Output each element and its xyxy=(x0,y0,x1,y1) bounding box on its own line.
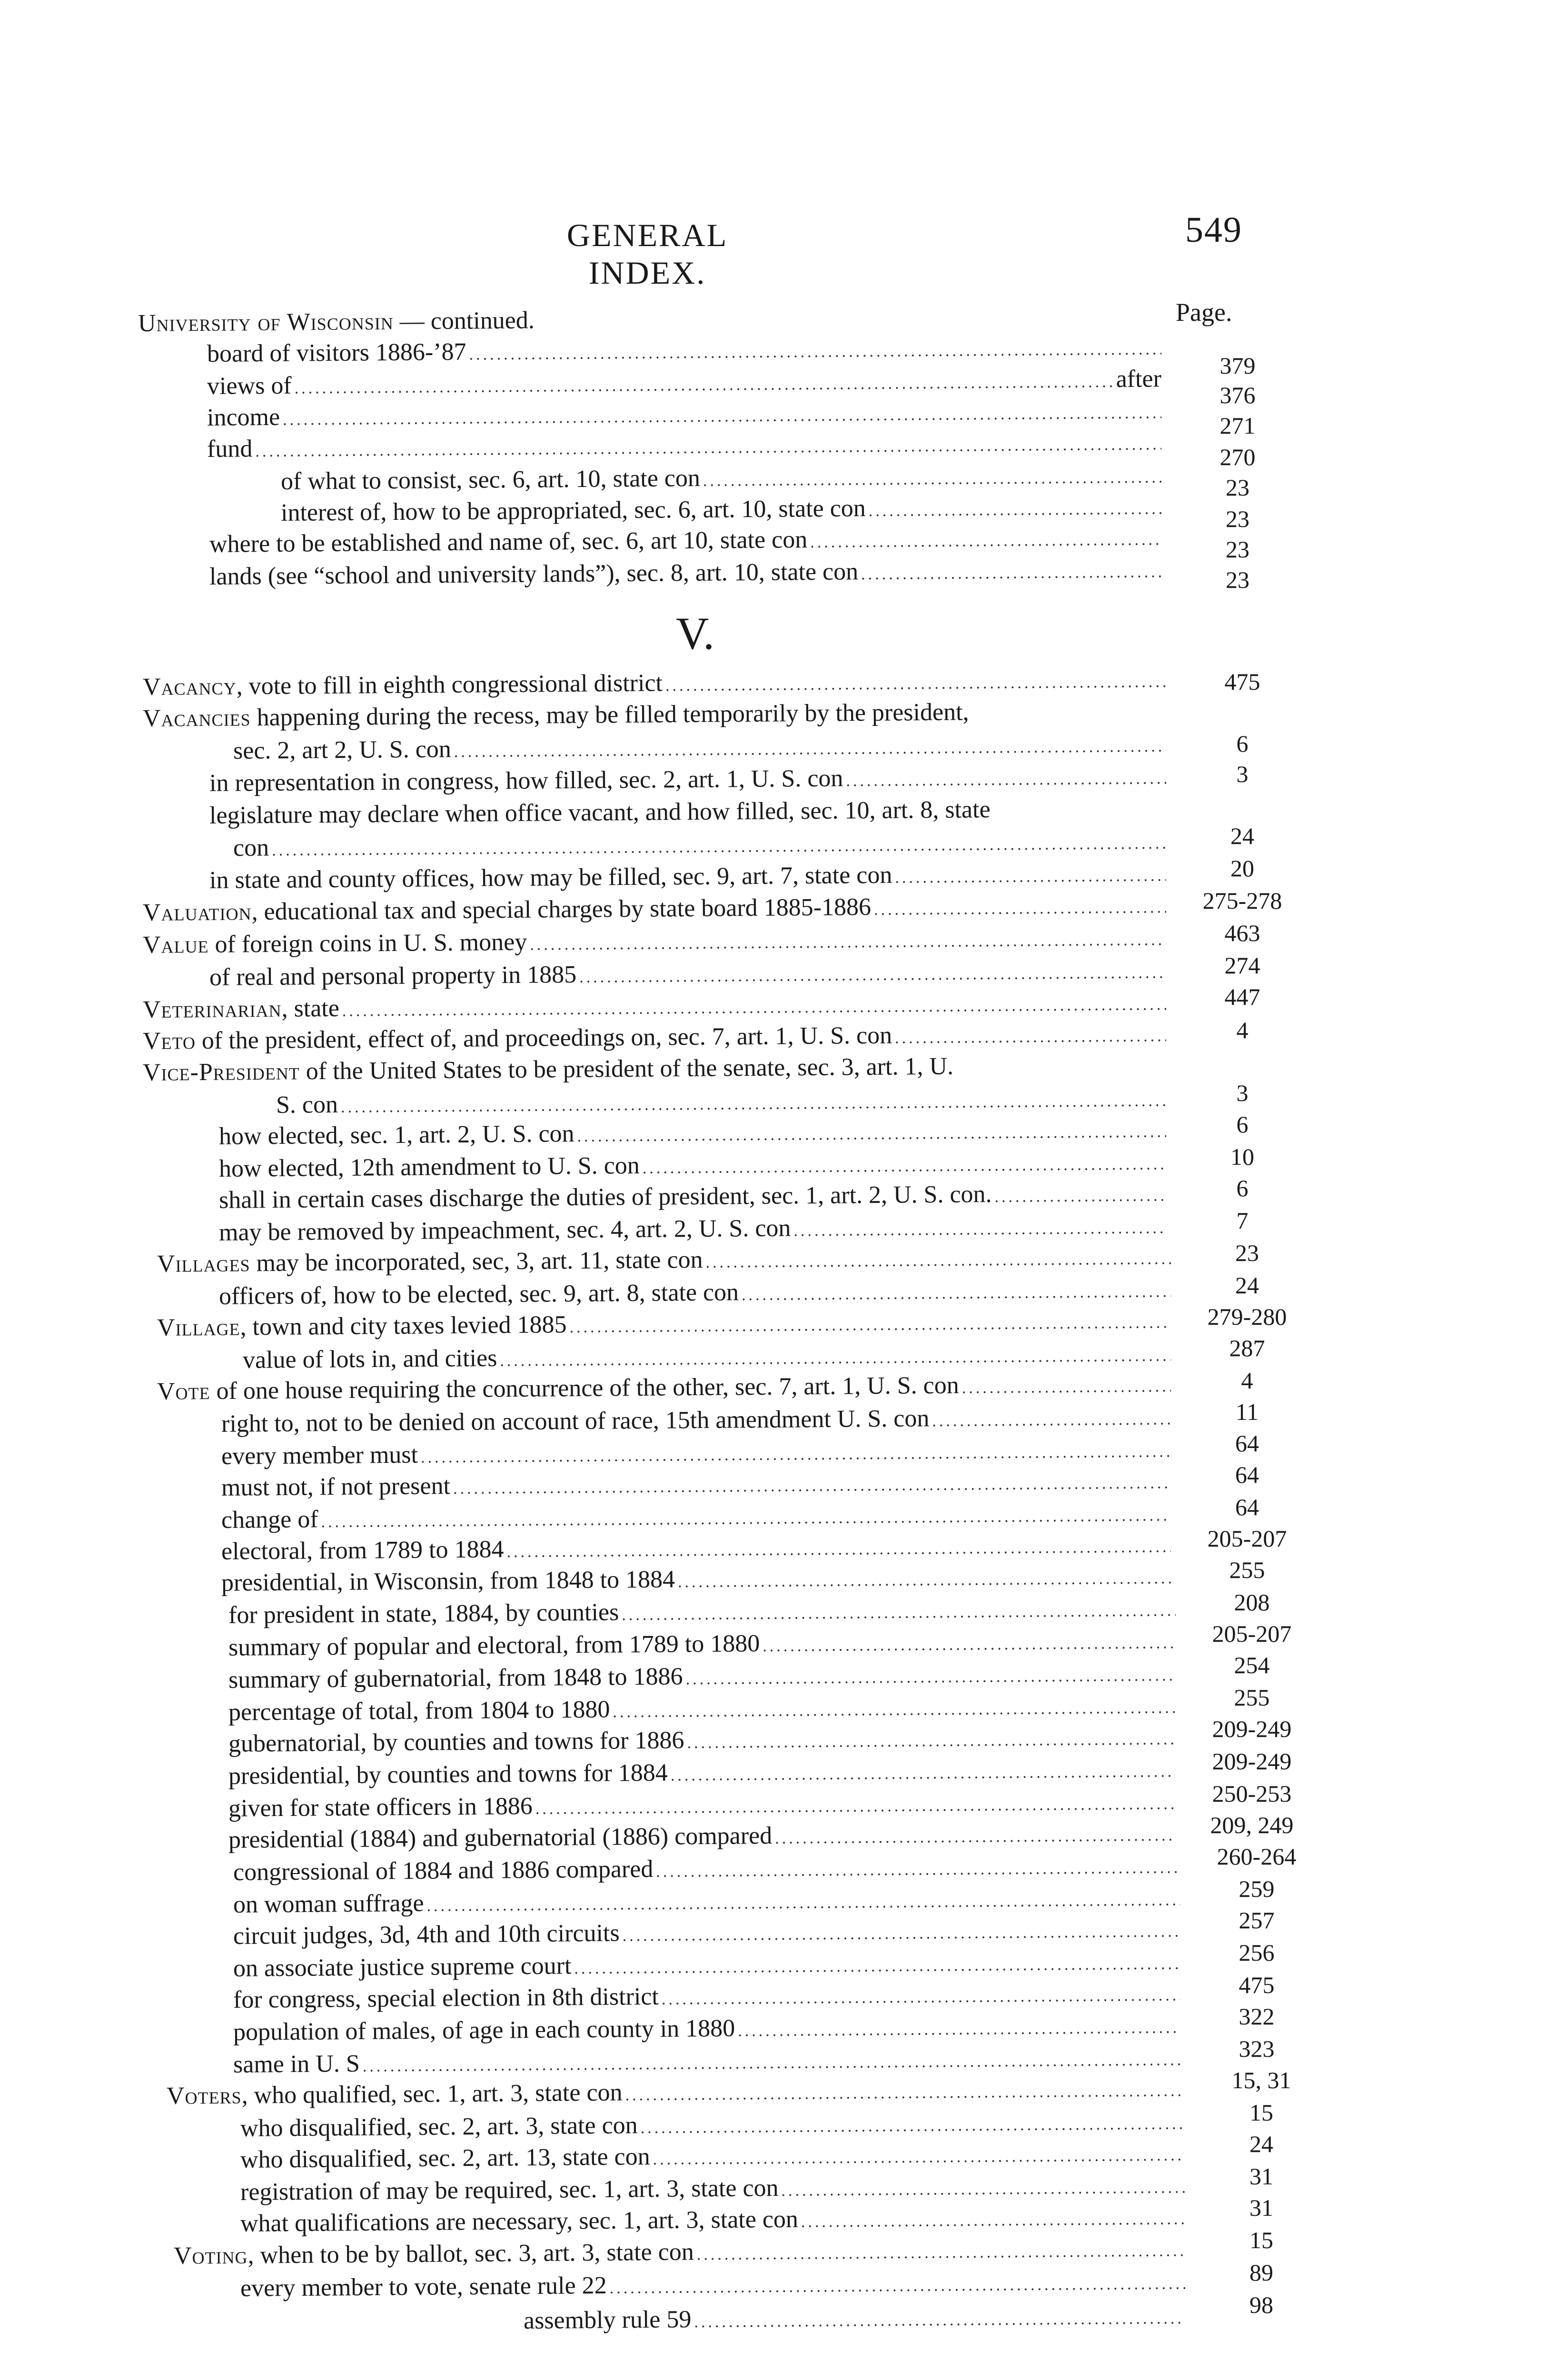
index-entry-text xyxy=(281,463,700,497)
index-entry-body: how elected, sec. 1, art. 2, U. S. con xyxy=(218,1120,575,1150)
index-entry-sub xyxy=(221,1560,1171,1598)
index-entry-body: of what to consist, sec. 6, art. 10, state con xyxy=(280,465,701,495)
dot-leader xyxy=(609,2269,1185,2303)
index-entry-text xyxy=(524,2304,692,2336)
index-entry-body: income xyxy=(207,403,280,431)
index-entry-body: how elected, 12th amendment to U. S. con xyxy=(218,1152,640,1182)
index-entry-sub xyxy=(219,1178,1166,1216)
index-entry-sub xyxy=(240,2266,1185,2304)
index-page-ref: 475 xyxy=(1239,1972,1275,1998)
index-entry-body: registration of may be required, sec. 1, art. 3, state con xyxy=(240,2174,779,2206)
index-page-ref: 463 xyxy=(1224,920,1260,946)
index-entry-body: , state xyxy=(281,994,340,1022)
index-page-ref: 6 xyxy=(1236,1175,1249,1201)
index-page-ref: 4 xyxy=(1241,1367,1253,1394)
index-entry-body: of the United States to be president of the senate, sec. 3, art. 1, U. xyxy=(299,1052,954,1085)
index-entry-text xyxy=(219,1150,640,1184)
dot-leader xyxy=(846,764,1166,796)
index-entry-body: summary of popular and electoral, from 1789 to 1880 xyxy=(228,1630,760,1661)
index-entry-text xyxy=(207,337,466,369)
index-entry-text xyxy=(228,1628,760,1663)
index-page-ref: 275-278 xyxy=(1202,887,1282,914)
index-entry-main xyxy=(143,890,1166,928)
index-page-ref: 31 xyxy=(1249,2163,1273,2190)
index-entry-body: shall in certain cases discharge the duties of president, sec. 1, art. 2, U. S. con. xyxy=(218,1180,992,1214)
index-entry-text xyxy=(240,2204,798,2239)
index-entry-text xyxy=(143,993,339,1025)
index-entry-body: fund xyxy=(207,435,253,463)
dot-leader xyxy=(662,1980,1181,2015)
index-entry-body: for president in state, 1884, by counties xyxy=(228,1598,619,1629)
index-page-ref: 205-207 xyxy=(1212,1620,1292,1647)
index-entry-body: in representation in congress, how filled, sec. 2, art. 1, U. S. con xyxy=(209,764,843,797)
dot-leader xyxy=(810,525,1161,558)
index-entry-sub xyxy=(209,793,1166,831)
index-page-ref: 255 xyxy=(1234,1684,1270,1711)
index-entry-key: Veterinarian xyxy=(142,995,282,1023)
dot-leader xyxy=(801,2204,1186,2237)
index-entry-body: con xyxy=(233,834,269,862)
index-entry-body: of the president, effect of, and proceedings on, sec. 7, art. 1, U. S. con xyxy=(195,1021,892,1055)
index-entry-main xyxy=(143,922,1166,961)
dot-leader xyxy=(685,1660,1176,1695)
index-page-ref: 64 xyxy=(1235,1461,1259,1488)
index-entry-key: Vacancy xyxy=(142,673,237,701)
dot-leader xyxy=(678,1563,1171,1597)
index-entry-text xyxy=(228,1725,684,1759)
index-entry-key: Valuation xyxy=(142,898,252,926)
index-entry-text xyxy=(240,2271,607,2304)
index-page-ref: 259 xyxy=(1239,1875,1275,1902)
index-entry-text xyxy=(207,371,292,402)
index-entry-sub xyxy=(228,1625,1176,1663)
index-page-ref: 287 xyxy=(1229,1335,1265,1361)
index-entry-text xyxy=(174,2237,694,2271)
index-entry-key: Veto xyxy=(142,1027,196,1055)
dot-leader xyxy=(696,2236,1185,2270)
index-entry-text xyxy=(167,2077,623,2112)
index-page-ref: 6 xyxy=(1236,1111,1249,1138)
dot-leader xyxy=(671,1756,1176,1791)
index-page-ref: 64 xyxy=(1235,1494,1259,1520)
index-page-ref: 15 xyxy=(1249,2227,1273,2253)
index-entry-text xyxy=(233,2049,360,2080)
index-entry-sub xyxy=(228,1657,1176,1696)
index-entry-body: officers of, how to be elected, sec. 9, art. 8, state con xyxy=(218,1279,739,1310)
index-entry-text xyxy=(143,927,527,961)
page-number: 549 xyxy=(1185,210,1242,250)
dot-leader xyxy=(775,1820,1176,1854)
index-entry-body: presidential, by counties and towns for 1884 xyxy=(228,1759,668,1790)
index-entry-body: who disqualified, sec. 2, art. 13, state con xyxy=(240,2143,650,2173)
index-entry-body: presidential, in Wisconsin, from 1848 to 1884 xyxy=(221,1566,675,1597)
index-page-ref: 7 xyxy=(1236,1207,1249,1234)
index-entry-key: Vote xyxy=(157,1378,210,1405)
dot-leader xyxy=(991,816,1166,817)
index-entry-text xyxy=(233,2013,735,2048)
index-entry-text xyxy=(233,833,269,863)
index-entry-sub xyxy=(524,2301,1185,2336)
index-entry-text xyxy=(221,1565,675,1598)
index-entry-body: assembly rule 59 xyxy=(523,2306,692,2334)
index-page-ref: 3 xyxy=(1236,1080,1249,1106)
index-page-ref: 11 xyxy=(1235,1398,1259,1425)
index-page-ref: 256 xyxy=(1239,1939,1275,1966)
index-entry-body: legislature may declare when office vacant, and how filled, sec. 10, art. 8, state xyxy=(209,796,991,829)
index-entry-text xyxy=(221,1534,504,1567)
index-entry-key: Village xyxy=(157,1313,240,1341)
index-entry-sub xyxy=(240,2201,1185,2239)
index-page-ref: 89 xyxy=(1249,2259,1273,2286)
index-entry-sub xyxy=(240,2137,1185,2175)
index-entry-body: electoral, from 1789 to 1884 xyxy=(221,1536,504,1565)
section-letter-heading: V. xyxy=(676,608,714,659)
index-page-ref: 24 xyxy=(1249,2131,1273,2157)
index-entry-body: may be incorporated, sec, 3, art. 11, state con xyxy=(250,1246,703,1277)
index-entry-sub xyxy=(221,1465,1171,1503)
dot-leader xyxy=(625,2076,1185,2111)
index-entry-text xyxy=(219,1213,791,1248)
index-page-ref: 270 xyxy=(1219,444,1256,470)
dot-leader xyxy=(861,557,1161,590)
index-entry-body: S. con xyxy=(276,1091,338,1119)
index-entry-sub xyxy=(228,1593,1176,1631)
index-entry-text xyxy=(143,892,871,928)
dot-leader xyxy=(763,1628,1176,1662)
index-entry-body: congressional of 1884 and 1886 compared xyxy=(233,1855,654,1886)
index-entry-text xyxy=(228,1695,610,1728)
index-page-ref: 31 xyxy=(1249,2194,1273,2221)
index-entry-key: Value xyxy=(142,931,209,959)
index-entry-text xyxy=(157,1370,959,1407)
index-entry-body: sec. 2, art 2, U. S. con xyxy=(233,735,452,764)
index-entry-sub xyxy=(233,1977,1180,2015)
index-entry-body: summary of gubernatorial, from 1848 to 1886 xyxy=(228,1663,683,1694)
index-page-ref: 23 xyxy=(1226,566,1249,593)
dot-leader xyxy=(738,2013,1180,2046)
index-entry-text xyxy=(233,1888,424,1920)
index-entry-sub xyxy=(228,1754,1176,1792)
dot-leader xyxy=(622,1596,1176,1630)
dot-leader xyxy=(569,1308,1171,1343)
index-entry-text xyxy=(207,402,280,433)
index-entry-text xyxy=(281,493,866,528)
index-entry-text xyxy=(233,1854,654,1888)
index-entry-body: for congress, special election in 8th district xyxy=(233,1983,659,2013)
index-page-ref: 260-264 xyxy=(1217,1843,1297,1870)
dot-leader xyxy=(656,1853,1180,1887)
index-entry-sub xyxy=(209,955,1166,993)
index-entry-sub xyxy=(221,1401,1171,1439)
index-page-ref: 376 xyxy=(1219,382,1256,408)
index-page-ref: 98 xyxy=(1249,2291,1273,2318)
index-entry-body: every member to vote, senate rule 22 xyxy=(240,2271,607,2302)
index-page-ref: 208 xyxy=(1234,1589,1270,1616)
running-head: GENERAL INDEX. xyxy=(566,217,728,291)
index-page-ref: 254 xyxy=(1234,1652,1270,1678)
index-page-ref: 209, 249 xyxy=(1210,1812,1294,1838)
index-entry-body: value of lots in, and cities xyxy=(242,1344,497,1374)
index-entry-body: of foreign coins in U. S. money xyxy=(208,928,527,958)
index-page-ref: 23 xyxy=(1226,536,1249,563)
index-entry-body: percentage of total, from 1804 to 1880 xyxy=(228,1696,610,1726)
index-page-ref: 209-249 xyxy=(1212,1748,1292,1775)
index-page-ref: 3 xyxy=(1236,761,1249,787)
index-entry-key: Voters xyxy=(166,2082,242,2110)
index-entry-sub xyxy=(228,1817,1176,1855)
index-page-ref: 24 xyxy=(1235,1272,1259,1299)
index-page-ref: 322 xyxy=(1239,2003,1275,2030)
index-entry-text xyxy=(240,2142,650,2175)
dot-leader xyxy=(869,494,1162,526)
dot-leader xyxy=(705,1244,1171,1278)
index-page-ref: 24 xyxy=(1230,823,1254,849)
index-entry-text xyxy=(143,697,969,734)
index-page-ref: 209-249 xyxy=(1212,1716,1292,1742)
index-entry-text xyxy=(209,860,892,896)
index-entry-body: views of xyxy=(207,372,292,400)
index-entry-sub xyxy=(209,761,1166,799)
dot-leader xyxy=(535,324,1119,328)
index-entry-key: Vice-President xyxy=(142,1058,300,1086)
dot-leader xyxy=(895,1021,1166,1053)
index-entry-body: , when to be by ballot, sec. 3, art. 3, state con xyxy=(248,2238,694,2269)
dot-leader xyxy=(932,1404,1171,1437)
index-entry-text xyxy=(138,305,535,339)
index-page-ref: 475 xyxy=(1224,668,1260,695)
index-entry-text xyxy=(143,668,663,703)
index-page-ref: 255 xyxy=(1229,1557,1265,1583)
index-entry-text xyxy=(240,2173,779,2208)
index-entry-body: may be removed by impeachment, sec. 4, art. 2, U. S. con xyxy=(218,1214,791,1246)
index-entry-body: on woman suffrage xyxy=(233,1889,424,1918)
index-entry-key: Vacancies xyxy=(142,704,251,732)
index-entry-sub xyxy=(281,459,1161,497)
index-entry-body: gubernatorial, by counties and towns for 1886 xyxy=(228,1726,684,1757)
index-entry-key: University of Wisconsin xyxy=(138,307,394,337)
index-entry-body: every member must xyxy=(221,1441,418,1470)
index-entry-body: board of visitors 1886-’87 xyxy=(207,338,466,367)
index-page-ref: 6 xyxy=(1236,730,1249,757)
index-page-ref: 23 xyxy=(1235,1240,1259,1266)
index-page-ref: 257 xyxy=(1239,1907,1275,1934)
index-entry-text xyxy=(228,1597,619,1631)
index-page-ref: 279-280 xyxy=(1207,1303,1287,1330)
index-entry-text xyxy=(209,794,991,831)
dot-leader xyxy=(530,925,1166,960)
index-entry-text xyxy=(209,556,859,592)
index-page-ref: 10 xyxy=(1230,1143,1254,1170)
index-entry-sub xyxy=(228,1721,1176,1759)
index-entry-body: , educational tax and special charges by state board 1885-1886 xyxy=(251,893,872,926)
index-page-ref: 23 xyxy=(1226,506,1249,532)
index-page-ref: 447 xyxy=(1224,983,1260,1010)
index-page-ref: 205-207 xyxy=(1207,1525,1287,1552)
index-entry-body: in state and county offices, how may be filled, sec. 9, art. 7, state con xyxy=(209,861,892,894)
index-page-ref: 64 xyxy=(1235,1430,1259,1457)
index-entry-text xyxy=(157,1309,567,1343)
index-entry-text xyxy=(209,960,577,993)
index-page-ref: 15, 31 xyxy=(1231,2067,1291,2093)
index-entry-body: must not, if not present xyxy=(221,1472,451,1501)
index-entry-text xyxy=(233,1982,659,2015)
index-entry-body: happening during the recess, may be filled temporarily by the president, xyxy=(250,698,969,732)
index-entry-sub xyxy=(233,1850,1180,1888)
index-entry-text xyxy=(221,1403,930,1439)
index-entry-text xyxy=(207,434,253,465)
index-entry-text xyxy=(233,734,451,766)
index-page-ref: 250-253 xyxy=(1212,1780,1292,1807)
dot-leader xyxy=(994,1180,1166,1212)
index-entry-text xyxy=(143,1021,892,1057)
index-page-ref: 23 xyxy=(1226,474,1249,501)
index-entry-body: population of males, of age in each county in 1880 xyxy=(233,2014,735,2046)
index-page-ref: 15 xyxy=(1249,2099,1273,2126)
index-entry-key: Villages xyxy=(157,1250,250,1278)
index-entry-body: , town and city taxes levied 1885 xyxy=(240,1311,567,1341)
index-entry-text xyxy=(219,1179,992,1216)
dot-leader xyxy=(687,1724,1176,1758)
index-entry-text xyxy=(276,1090,338,1121)
index-entry-body: right to, not to be denied on account of race, 15th amendment U. S. con xyxy=(221,1405,930,1438)
dot-leader xyxy=(953,1072,1166,1074)
index-entry-text xyxy=(228,1662,683,1696)
index-entry-text xyxy=(228,1758,668,1792)
index-entry-text xyxy=(221,1440,418,1472)
index-page-ref: 323 xyxy=(1239,2035,1275,2062)
index-entry-body: what qualifications are necessary, sec. 1, art. 3, state con xyxy=(240,2205,799,2237)
index-page-ref: 379 xyxy=(1219,352,1256,379)
index-entry-body: , vote to fill in eighth congressional district xyxy=(236,669,663,700)
dot-leader xyxy=(969,718,1166,720)
index-entry-sub xyxy=(233,729,1166,766)
index-entry-body: presidential (1884) and gubernatorial (1886) compared xyxy=(228,1822,773,1854)
index-entry-text xyxy=(243,1343,497,1376)
index-entry-text xyxy=(219,1277,739,1312)
index-entry-text xyxy=(209,525,808,560)
index-entry-body: , who qualified, sec. 1, art. 3, state con xyxy=(241,2079,623,2109)
index-entry-text xyxy=(219,1119,575,1152)
index-entry-text xyxy=(143,1051,954,1088)
index-entry-body: where to be established and name of, sec. 6, art 10, state con xyxy=(209,526,808,558)
index-entry-text xyxy=(209,764,843,799)
index-page-ref: 271 xyxy=(1219,412,1256,439)
index-entry-body: who disqualified, sec. 2, art. 3, state con xyxy=(240,2112,638,2142)
index-page-ref: 274 xyxy=(1224,952,1260,979)
index-entry-body: lands (see “school and university lands”), sec. 8, art. 10, state con xyxy=(209,558,859,590)
index-entry-body: change of xyxy=(221,1506,318,1534)
index-entry-suffix: after xyxy=(1116,365,1162,393)
index-entry-text xyxy=(228,1791,533,1824)
index-entry-body: — continued. xyxy=(393,307,535,335)
dot-leader xyxy=(895,861,1166,893)
dot-leader xyxy=(874,892,1166,925)
index-entry-text xyxy=(233,1951,572,1984)
index-entry-body: circuit judges, 3d, 4th and 10th circuits xyxy=(233,1919,620,1950)
index-entry-sub xyxy=(233,826,1166,863)
index-entry-text xyxy=(228,1821,773,1855)
index-entry-sub xyxy=(233,1914,1180,1952)
dot-leader xyxy=(962,1371,1171,1403)
index-entry-body: on associate justice supreme court xyxy=(233,1952,572,1982)
index-page-ref: 20 xyxy=(1230,855,1254,882)
index-entry-text xyxy=(240,2110,638,2144)
index-entry-body: interest of, how to be appropriated, sec. 6, art. 10, state con xyxy=(280,495,866,526)
dot-leader xyxy=(694,2303,1185,2338)
index-entry-body: given for state officers in 1886 xyxy=(228,1792,533,1822)
dot-leader xyxy=(622,1916,1180,1951)
index-entry-main xyxy=(174,2233,1185,2271)
index-entry-sub xyxy=(233,2010,1180,2048)
index-entry-body: of one house requiring the concurrence of the other, sec. 7, art. 1, U. S. con xyxy=(210,1371,959,1405)
index-entry-key: Voting xyxy=(173,2241,248,2270)
index-entry-text xyxy=(233,1918,620,1952)
page-column-label: Page. xyxy=(1176,298,1232,327)
index-entry-body: of real and personal property in 1885 xyxy=(209,961,577,991)
index-page-ref: 4 xyxy=(1236,1017,1249,1043)
dot-leader xyxy=(653,2140,1185,2175)
index-entry-body: same in U. S xyxy=(233,2050,360,2078)
index-entry-sub xyxy=(209,554,1161,592)
index-entry-text xyxy=(221,1504,318,1536)
index-entry-text xyxy=(157,1245,703,1279)
index-entry-text xyxy=(221,1471,450,1503)
